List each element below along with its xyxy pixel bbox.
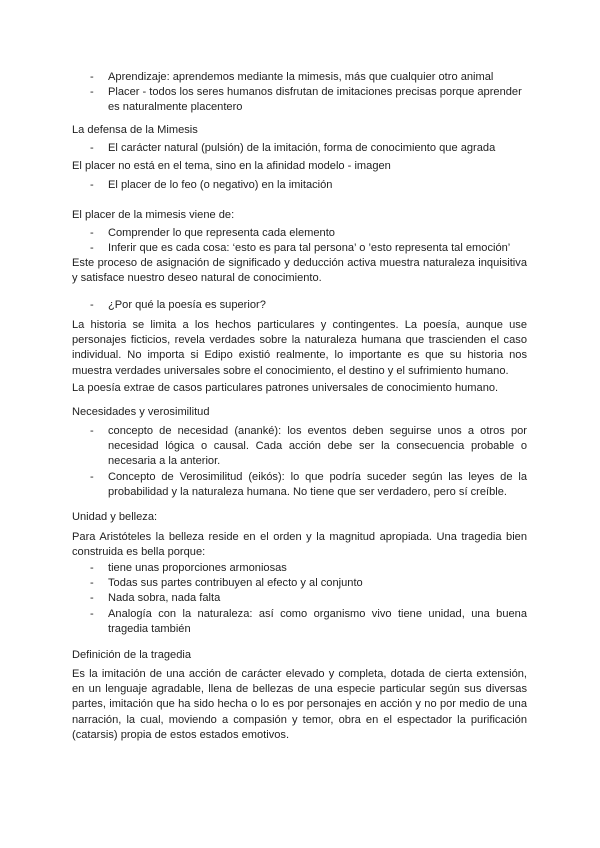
- bullet-dash: -: [90, 470, 94, 483]
- list-comprender-inferir: [72, 226, 527, 256]
- paragraph-placer-mimesis: El placer de la mimesis viene de:: [72, 209, 235, 221]
- list-item: - Inferir que es cada cosa: ‘esto es para tal persona’ o ’esto representa tal emoción’: [72, 241, 527, 256]
- bullet-dash: -: [90, 142, 94, 154]
- paragraph-historia: La historia se limita a los hechos particulares y contingentes. La poesía, aunque use personajes ficticios, revela verdades sobre la naturaleza humana que trascienden el caso individual. No importa si Edipo existió realmente, lo importante es que su historia nos muestra verdades universales sobre el conocimiento, el destino y el sufrimiento humano.: [72, 319, 527, 377]
- list-item: - Placer - todos los seres humanos disfrutan de imitaciones precisas porque aprender es naturalmente placentero: [90, 86, 522, 114]
- paragraph-proceso: Este proceso de asignación de significado y deducción activa muestra naturaleza inquisitiva y satisface nuestro deseo natural de conocimiento.: [72, 257, 527, 285]
- heading-unidad-belleza: Unidad y belleza:: [72, 511, 158, 523]
- bullet-dash: -: [90, 179, 94, 191]
- heading-defensa-mimesis: La defensa de la Mimesis: [72, 124, 198, 136]
- bullet-dash: -: [90, 227, 94, 239]
- list-aprendizaje-placer: [72, 70, 527, 116]
- bullet-dash: -: [90, 71, 94, 83]
- list-placer-feo: [72, 178, 527, 193]
- bullet-dash: -: [90, 577, 94, 590]
- list-item: - Todas sus partes contribuyen al efecto y al conjunto: [72, 576, 527, 591]
- paragraph-poesia-extrae: La poesía extrae de casos particulares patrones universales de conocimiento humano.: [72, 382, 499, 394]
- bullet-dash: -: [90, 299, 94, 311]
- list-poesia-superior: [72, 298, 527, 313]
- bullet-dash: -: [90, 425, 94, 437]
- list-belleza-tragedia: [72, 561, 527, 637]
- list-item: - Concepto de Verosimilitud (eikós): lo que podría suceder según las leyes de la probabilidad y la naturaleza humana. No tiene que ser verdadero, pero sí creíble.: [90, 470, 527, 498]
- list-item: - Analogía con la naturaleza: así como organismo vivo tiene unidad, una buena tragedia también: [90, 607, 527, 635]
- heading-definicion-tragedia: Definición de la tragedia: [72, 649, 192, 661]
- bullet-dash: -: [90, 86, 94, 99]
- list-item: - Aprendizaje: aprendemos mediante la mimesis, más que cualquier otro animal: [72, 70, 527, 85]
- list-caracter-natural: [72, 141, 527, 156]
- bullet-dash: -: [90, 607, 94, 620]
- heading-necesidades: Necesidades y verosimilitud: [72, 406, 210, 418]
- list-necesidad-verosimilitud: [72, 424, 527, 500]
- list-item: - El carácter natural (pulsión) de la imitación, forma de conocimiento que agrada: [72, 141, 527, 156]
- bullet-dash: -: [90, 592, 94, 605]
- list-item: - Nada sobra, nada falta: [72, 591, 527, 606]
- list-item: - ¿Por qué la poesía es superior?: [72, 298, 527, 313]
- paragraph-definicion: Es la imitación de una acción de carácter elevado y completa, dotada de cierta extensión, en un lenguaje agradable, llena de bellezas de una especie particular según sus diversas partes, imitación que ha sido hecha o lo es por personajes en acción y no por medio de una narración, la cual, moviendo a compasión y temor, obra en el espectador la purificación (catarsis) propia de estos estados emotivos.: [72, 668, 527, 741]
- list-item: - El placer de lo feo (o negativo) en la imitación: [72, 178, 527, 193]
- list-item: - tiene unas proporciones armoniosas: [72, 561, 527, 576]
- bullet-dash: -: [90, 562, 94, 574]
- paragraph-aristoteles: Para Aristóteles la belleza reside en el orden y la magnitud apropiada. Una tragedia bien construida es bella porque:: [72, 531, 527, 559]
- list-item: - Comprender lo que representa cada elemento: [72, 226, 527, 241]
- list-item: - concepto de necesidad (ananké): los eventos deben seguirse unos a otros por necesidad lógica o causal. Cada acción debe ser la consecuencia probable o necesaria a la anterior.: [90, 425, 527, 468]
- bullet-dash: -: [90, 242, 94, 255]
- paragraph-placer-tema: El placer no está en el tema, sino en la afinidad modelo - imagen: [72, 160, 391, 172]
